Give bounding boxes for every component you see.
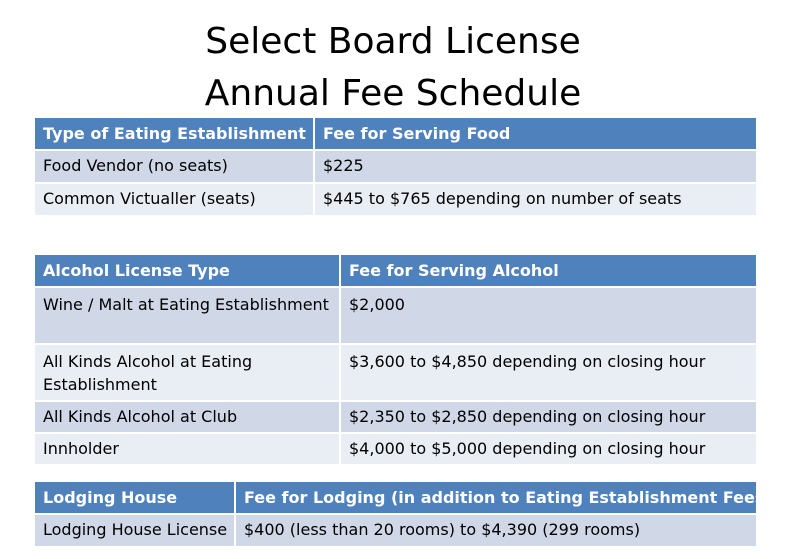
- table-row: [35, 433, 756, 465]
- table-cell: All Kinds Alcohol at Club: [35, 401, 340, 433]
- table-header-row: [35, 118, 756, 150]
- table-row: [35, 514, 756, 547]
- table-cell: $2,000: [340, 287, 756, 344]
- table-cell: Wine / Malt at Eating Establishment: [35, 287, 340, 344]
- table-cell: Lodging House License: [35, 514, 235, 547]
- column-header-alcohol-license-type: Alcohol License Type: [35, 255, 340, 287]
- column-header-lodging-fee: Fee for Lodging (in addition to Eating Establishment Fees): [235, 482, 756, 514]
- food-fee-table: [35, 118, 756, 217]
- table-header-row: [35, 255, 756, 287]
- table-cell: $3,600 to $4,850 depending on closing hour: [340, 344, 756, 401]
- table-cell: $400 (less than 20 rooms) to $4,390 (299 rooms): [235, 514, 756, 547]
- column-header-food-fee: Fee for Serving Food: [314, 118, 756, 150]
- alcohol-fee-table: [35, 255, 756, 466]
- table-cell: $445 to $765 depending on number of seats: [314, 183, 756, 216]
- page-title-line-2: Annual Fee Schedule: [204, 73, 582, 114]
- table-cell: All Kinds Alcohol at Eating Establishment: [35, 344, 340, 401]
- column-header-lodging-house: Lodging House: [35, 482, 235, 514]
- table-cell: $2,350 to $2,850 depending on closing hour: [340, 401, 756, 433]
- page-title-line-1: Select Board License: [205, 21, 581, 62]
- table-row: [35, 401, 756, 433]
- table-cell: Common Victualler (seats): [35, 183, 314, 216]
- lodging-fee-table: [35, 482, 772, 548]
- table-cell: $225: [314, 150, 756, 183]
- table-row: [35, 287, 756, 344]
- table-cell: $4,000 to $5,000 depending on closing hour: [340, 433, 756, 465]
- table-row: [35, 183, 756, 216]
- table-header-row: [35, 482, 756, 514]
- column-header-alcohol-fee: Fee for Serving Alcohol: [340, 255, 756, 287]
- table-cell: Food Vendor (no seats): [35, 150, 314, 183]
- table-row: [35, 150, 756, 183]
- column-header-establishment-type: Type of Eating Establishment: [35, 118, 314, 150]
- table-cell: Innholder: [35, 433, 340, 465]
- table-row: [35, 344, 756, 401]
